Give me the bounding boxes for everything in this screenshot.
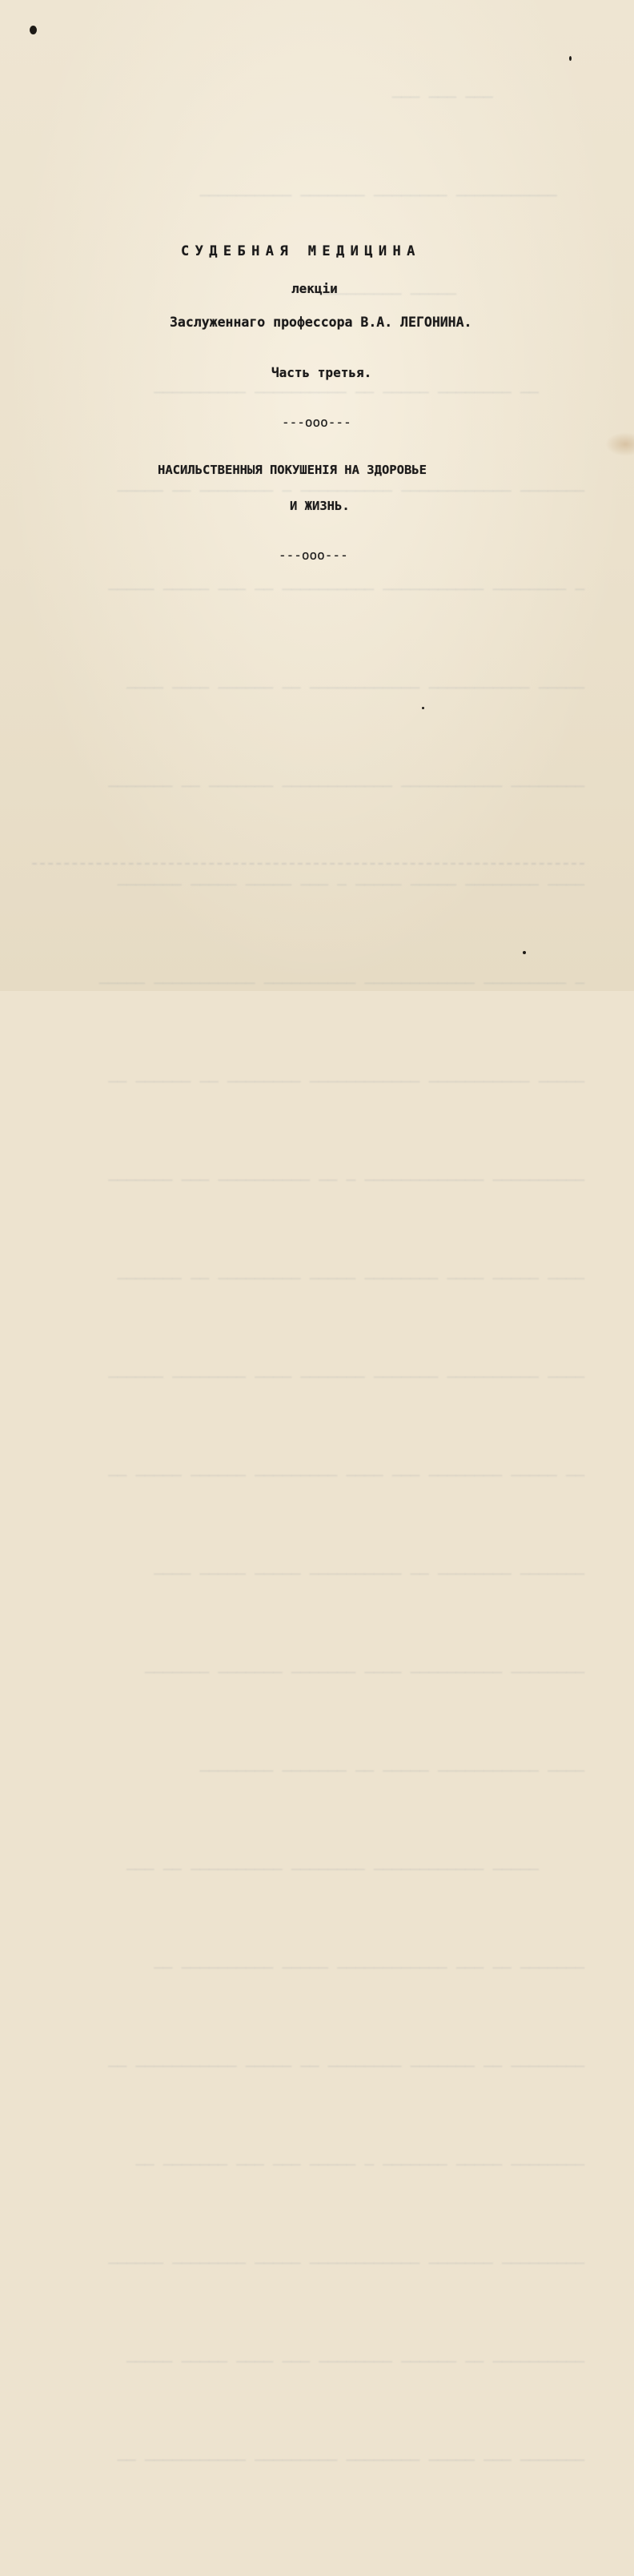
part-label: Часть третья. [271,365,372,380]
section-heading-continued: И ЖИЗНЬ. [290,499,350,513]
ink-speck [523,951,526,954]
paper-stain [605,432,634,456]
ink-speck [422,707,424,709]
ink-spot [30,26,37,34]
separator: ---ооо--- [282,415,351,430]
ink-speck [569,56,572,61]
author-line: Заслуженнаго профессора В.А. ЛЕГОНИНА. [170,315,472,330]
separator: ---ооо--- [279,548,348,563]
document-title: СУДЕБНАЯ МЕДИЦИНА [181,243,421,259]
bleed-through-texture: ─── ─── ─── ─────────── ──────── ─────── ────────── ───── ───────── ── ──────── ───── ── ────────── ────────── ─────── ──────────── ────────── ─ ──────── ── ───── ─ ──────── ─────────── ────────── ── ─── ───── ───── ───── ─────────── ──────────── ── ────── ──── ──── ──────── ─────────── ──────────── ─────── ── ─────── ──── ──────── ───── ───── ─ ─── ───── ───── ─────── ─ ───────── ──────────── ────────── ─────────── ───── ───── ─────────── ──────────── ──────── ── ────── ── ────────── ───────────── ─ ── ────────── ─── ─────── ──── ───── ──── ──────── ───── ───────── ── ─────── ──── ────────── ─────── ─────── ──── ──────── ────── ── ───── ──────── ─── ──── ───────── ────── ───── ── ─────── ──────── ── ────────── ───── ───── ──── ──────── ────────── ──── ─────── ─────── ─────── ──── ─────────── ───── ── ─────── ──────── ───── ──────────── ──────── ────────── ── ─── ─────── ── ─── ──────────── ───── ────────── ── ──────── ── ─────── ──────── ── ───── ─────────── ── ──────── ───── ─────── ─ ───── ─── ─── ─────── ── ───────── ─────── ──────────── ───── ──────── ────── ────────── ── ────── ──────── ─── ──── ───── ───── ─────── ─── ───── ──────── ───────── ─────────── ── [24,16,584,969]
section-heading: НАСИЛЬСТВЕННЫЯ ПОКУШЕНІЯ НА ЗДОРОВЬЕ [158,463,427,477]
document-subtitle: лекціи [291,281,338,296]
